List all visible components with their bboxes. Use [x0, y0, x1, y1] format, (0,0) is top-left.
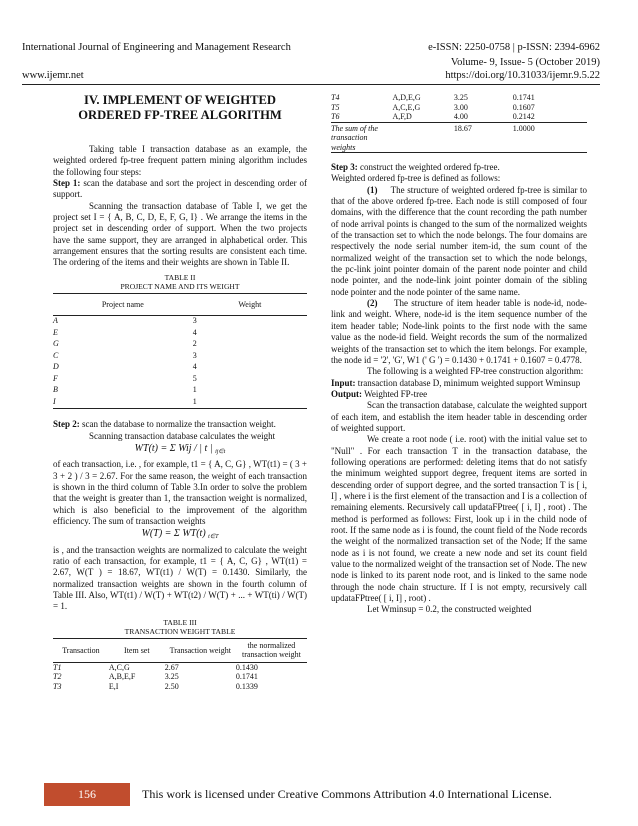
table-row: F 5: [53, 373, 197, 383]
license-notice: This work is licensed under Creative Commons Attribution 4.0 International License.: [142, 787, 552, 801]
step-1: Step 1: scan the database and sort the project in descending order of support.: [53, 178, 308, 200]
table-row: G 2: [53, 339, 197, 349]
table-header: Project name: [53, 293, 193, 316]
journal-title: International Journal of Engineering and Management Research: [22, 42, 291, 53]
doi-link[interactable]: https://doi.org/10.31033/ijemr.9.5.22: [445, 70, 600, 81]
step-label: Step 1:: [53, 178, 81, 189]
definition-item-1: (1) The structure of weighted ordered fp-tree is similar to that of the above ordered fp-tree. Each node is still composed of four domains, with the difference that the count recording the path number of node arrival points is changed to the sum of the normalized weights of the transaction set to which the node belongs. The four domains are respectively the node serial number item-id, the sum count of the normalized weight of the transaction set to which the node belongs, the pc-link joint pointer domain of the parent node pointer and child node pointer, and the node-link joint pointer domain of the sibling node pointer and the node pointer of the same name.: [331, 184, 588, 297]
table-transaction-weight-continued: [331, 93, 587, 153]
paragraph: We create a root node ( i.e. root) with the initial value set to "Null" . For each transaction T in the transaction database, the following operations are performed: deleting items that do not satisfy the minimum weighted support degree, frequent items are sorted in descending order of support degree, and the sorted transaction T is [ i, I] , where i is the first element of the transaction and I is a collection of remaining elements. Recursively call updataFPtree( [ i, I] , root) . The method is performed as follows: First, look up i in the child node of root. If the same node as i is found, the count field of the Node records the weight of the normalized transaction set of the Node; If the same node as i is not found, we create a new node and set its count field value to the normalized weight of the transaction set of Node. The new node is linked to its parent node root, and is linked to the same node through the node chain structure. If I is not empty, recursively call updataFPtree( [ i, I] , root) .: [331, 434, 587, 604]
table-header: Weight: [193, 293, 307, 316]
right-column: [331, 93, 587, 616]
table-row: T3 E,I 2.50 0.1339: [53, 681, 258, 691]
algorithm-input: Input: transaction database D, minimum weighted support Wminsup: [331, 377, 581, 388]
step-2: Step 2: scan the database to normalize the transaction weight.: [53, 419, 276, 430]
paragraph: of each transaction, i.e. , for example, t1 = { A, C, G} , WT(t1) = ( 3 + 3 + 2 ) / 3 = 2.67. For the same reason, the weight of each transaction is shown in the third column of Table 3.In order to solve the problem that the weight is greater than 1, the transaction weight is normalized, which is also beneficial to the improvement of the algorithm efficiency. The sum of transaction weights: [53, 459, 307, 527]
volume-issue: Volume- 9, Issue- 5 (October 2019): [450, 57, 600, 68]
table-caption: TABLE III TRANSACTION WEIGHT TABLE: [124, 617, 236, 636]
table-row: T2 A,B,E,F 3.25 0.1741: [53, 672, 258, 682]
table-header: the normalized transaction weight: [236, 638, 307, 662]
left-column: [53, 93, 307, 691]
step-label: Step 3:: [331, 162, 358, 172]
paragraph: The following is a weighted FP-tree construction algorithm:: [367, 366, 584, 377]
table-header: Item set: [109, 638, 165, 662]
table-row: D 4: [53, 362, 197, 372]
paragraph: Let Wminsup = 0.2, the constructed weighted: [367, 604, 532, 615]
paragraph: Taking table I transaction database as an example, the weighted ordered fp-tree frequent pattern mining algorithm includes the following four steps:: [53, 144, 307, 177]
paragraph: Weighted ordered fp-tree is defined as follows:: [331, 173, 501, 184]
formula-transaction-weight: WT(t) = Σ Wij / | t | $_{ij\in t}$: [134, 442, 226, 455]
paragraph: Scanning transaction database calculates the weight: [89, 430, 276, 441]
table-row: E 4: [53, 327, 197, 337]
website-link[interactable]: www.ijemr.net: [22, 70, 84, 81]
table-row: C 3: [53, 350, 197, 360]
formula-weight-sum: W(T) = Σ WT(t) $_{t\in T}$: [141, 528, 219, 541]
table-row: A 3: [53, 316, 197, 326]
table-transaction-weight: [53, 638, 307, 692]
page-number: 156: [44, 783, 130, 806]
paragraph: Scanning the transaction database of Table I, we get the project set I = { A, B, C, D, E, F, G, I} . We arrange the items in the project set in descending order of support. When the two projects have the same support, they are arranged in alphabetical order. This arrangement ensures that the sorting results are consistent each time. The ordering of the items and their weights are shown in Table II.: [53, 200, 307, 268]
paragraph: is , and the transaction weights are normalized to calculate the weight ratio of each transaction, for example, t1 = { A, C, G} , WT(t1) = 2.67, W(T ) = 18.67, WT(t1) / W(T) = 0.1430. Similarly, the normalized transaction weights are shown in the fourth column of Table III. Also, WT(t1) / W(T) + WT(t2) / W(T) + ... + WT(ti) / W(T) = 1.: [53, 544, 307, 612]
table-row: T5 A,C,E,G 3.00 0.1607: [331, 102, 535, 112]
table-row: T1 A,C,G 2.67 0.1430: [53, 662, 258, 672]
table-row: B 1: [53, 385, 197, 395]
table-row-sum: The sum of the transaction weights 18.67 1.0000: [331, 122, 587, 153]
table-caption: TABLE II PROJECT NAME AND ITS WEIGHT: [120, 272, 240, 291]
definition-item-2: (2) The structure of item header table is node-id, node-link and weight. Where, node-id is the item sequence number of the item header table; Node-link points to the first node with the same value as the node-id field. Weight records the sum of the normalized weights of the transaction set to which the item belongs. For example, the node id = '2', 'G', W1 (' G ') = 0.1430 + 0.1741 + 0.1607 = 0.4778.: [331, 298, 587, 365]
section-title: IV. IMPLEMENT OF WEIGHTED ORDERED FP-TREE ALGORITHM: [78, 93, 282, 122]
footer: [22, 783, 600, 806]
step-label: Step 2:: [53, 419, 80, 430]
algorithm-output: Output: Weighted FP-tree: [331, 388, 428, 399]
table-header: Transaction weight: [165, 638, 236, 662]
table-row: I 1: [53, 396, 197, 406]
paragraph: Scan the transaction database, calculate the weighted support of each item, and establish the item header table in descending order of weighted support.: [331, 400, 587, 433]
table-row: T4 A,D,E,G 3.25 0.1741: [331, 93, 535, 102]
issn: e-ISSN: 2250-0758 | p-ISSN: 2394-6962: [428, 42, 600, 53]
table-header: Transaction: [53, 638, 109, 662]
table-row: T6 A,F,D 4.00 0.2142: [331, 112, 535, 121]
table-project-weight: [53, 293, 307, 410]
step-3: Step 3: construct the weighted ordered fp-tree.: [331, 162, 500, 172]
header-rule: [22, 84, 600, 85]
